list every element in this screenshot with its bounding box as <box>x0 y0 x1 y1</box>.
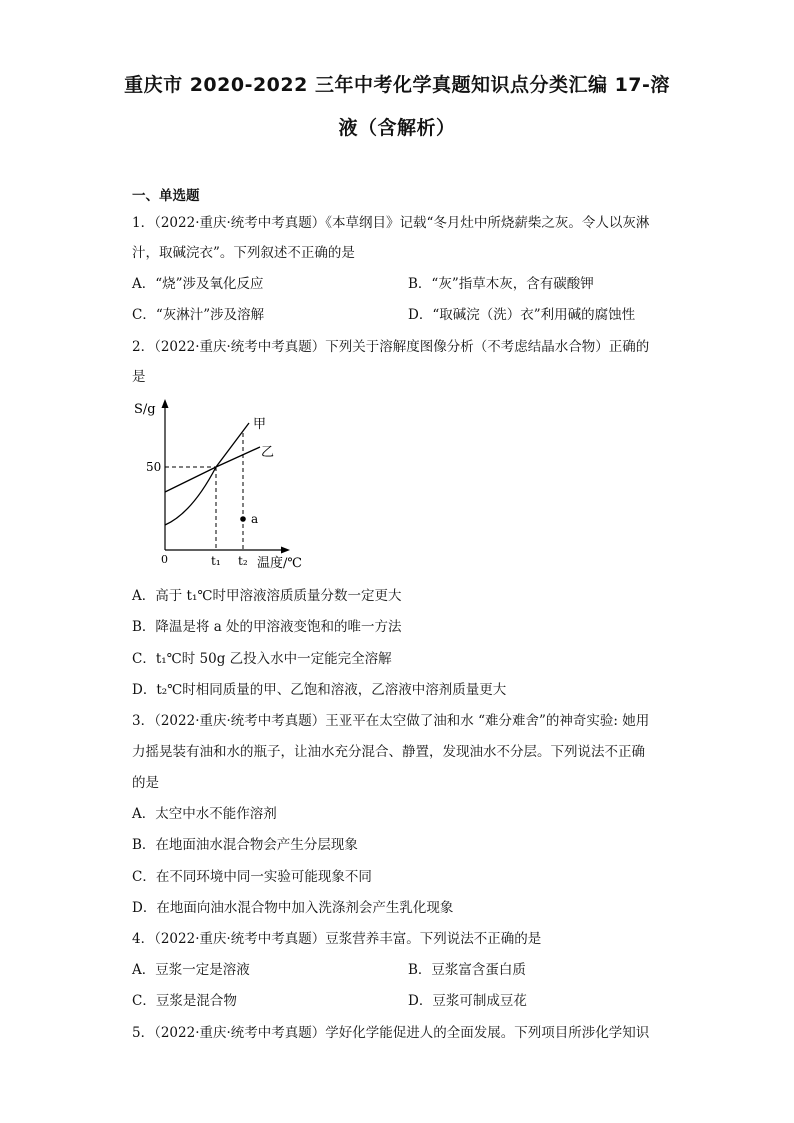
q2-option-c: C．t₁℃时 50g 乙投入水中一定能完全溶解 <box>132 651 392 667</box>
x-tick-t1: t₁ <box>211 554 221 568</box>
section-heading: 一、单选题 <box>132 188 200 204</box>
series-jia-curve <box>165 423 249 525</box>
series-jia-label: 甲 <box>253 417 267 432</box>
q3-option-c: C．在不同环境中同一实验可能现象不同 <box>132 869 372 885</box>
point-a <box>240 516 246 522</box>
q2-stem-line2: 是 <box>132 369 146 385</box>
q1-stem-line2: 汁，取碱浣衣”。下列叙述不正确的是 <box>132 245 355 261</box>
q3-stem-line2: 力摇晃装有油和水的瓶子，让油水充分混合、静置，发现油水不分层。下列说法不正确 <box>132 744 645 760</box>
q3-option-b: B．在地面油水混合物会产生分层现象 <box>132 837 358 853</box>
q3-option-d: D．在地面向油水混合物中加入洗涤剂会产生乳化现象 <box>132 900 454 916</box>
q5-stem: 5．（2022·重庆·统考中考真题）学好化学能促进人的全面发展。下列项目所涉化学知识 <box>132 1025 650 1041</box>
y-axis-label: S/g <box>134 402 156 417</box>
q3-stem-line1: 3．（2022·重庆·统考中考真题）王亚平在太空做了油和水 “难分难舍”的神奇实验: 她用 <box>132 713 650 729</box>
y-tick-50: 50 <box>146 460 162 474</box>
q2-option-d: D．t₂℃时相同质量的甲、乙饱和溶液，乙溶液中溶剂质量更大 <box>132 682 507 698</box>
q1-stem-line1: 1．（2022·重庆·统考中考真题）《本草纲目》记载“冬月灶中所烧薪柴之灰。令人以灰淋 <box>132 215 650 231</box>
series-yi-label: 乙 <box>261 445 275 460</box>
q4-option-d: D．豆浆可制成豆花 <box>408 993 527 1009</box>
q1-option-b: B．“灰”指草木灰，含有碳酸钾 <box>408 276 594 292</box>
x-axis-label: 温度/℃ <box>257 556 302 571</box>
series-yi-curve <box>165 447 260 492</box>
q2-option-a: A．高于 t₁℃时甲溶液溶质质量分数一定更大 <box>132 588 402 604</box>
q1-option-d: D．“取碱浣（洗）衣”利用碱的腐蚀性 <box>408 307 636 323</box>
q4-option-a: A．豆浆一定是溶液 <box>132 962 250 978</box>
q1-option-c: C．“灰淋汁”涉及溶解 <box>132 307 265 323</box>
q4-option-b: B．豆浆富含蛋白质 <box>408 962 526 978</box>
document-title-line2: 液（含解析） <box>338 117 456 139</box>
q2-stem-line1: 2．（2022·重庆·统考中考真题）下列关于溶解度图像分析（不考虑结晶水合物）正确的 <box>132 339 650 355</box>
q2-option-b: B．降温是将 a 处的甲溶液变饱和的唯一方法 <box>132 619 402 635</box>
y-axis-arrow <box>162 399 169 408</box>
q4-option-c: C．豆浆是混合物 <box>132 993 237 1009</box>
q3-option-a: A．太空中水不能作溶剂 <box>132 806 277 822</box>
x-tick-t2: t₂ <box>238 554 248 568</box>
q4-stem: 4．（2022·重庆·统考中考真题）豆浆营养丰富。下列说法不正确的是 <box>132 931 542 947</box>
point-a-label: a <box>251 512 259 526</box>
solubility-chart <box>132 395 302 575</box>
q1-option-a: A．“烧”涉及氧化反应 <box>132 276 264 292</box>
x-axis-arrow <box>281 547 290 554</box>
origin-label: 0 <box>161 553 168 566</box>
document-title-line1: 重庆市 2020-2022 三年中考化学真题知识点分类汇编 17-溶 <box>124 74 670 96</box>
q3-stem-line3: 的是 <box>132 775 159 791</box>
